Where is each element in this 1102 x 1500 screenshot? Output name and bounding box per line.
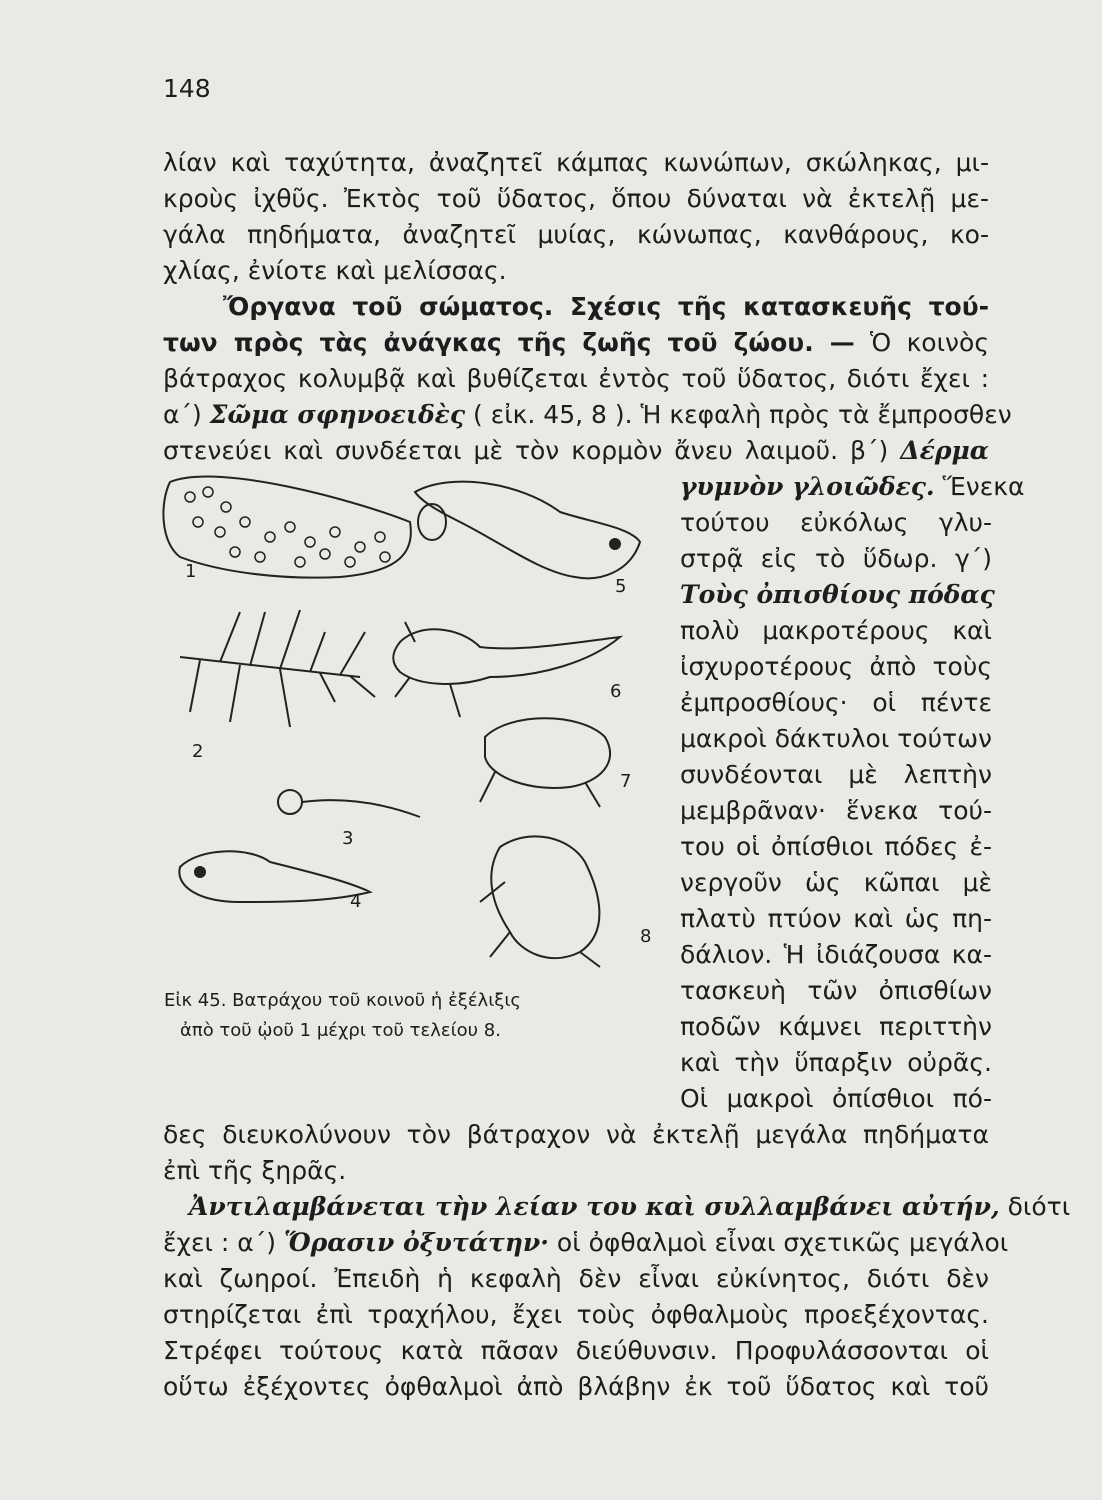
text-line: δάλιον. Ἡ ἰδιάζουσα κα-	[680, 940, 992, 969]
text-line: μακροὶ δάκτυλοι τούτων	[680, 724, 992, 753]
frog-development-figure	[160, 462, 660, 972]
text-line: συνδέονται μὲ λεπτὴν	[680, 760, 992, 789]
emphasis-text: Δέρμα	[900, 436, 989, 465]
text-line: γάλα πηδήματα, ἀναζητεῖ μυίας, κώνωπας, κανθάρους, κο-	[163, 220, 989, 249]
figure-label: 3	[342, 828, 354, 849]
section-heading-cont: των πρὸς τὰς ἀνάγκας τῆς ζωῆς τοῦ ζώου. —	[163, 328, 855, 357]
text-line: στρᾷ εἰς τὸ ὕδωρ. γ΄)	[680, 544, 992, 573]
text-line	[163, 1228, 1009, 1258]
figure-label: 7	[620, 771, 632, 792]
emphasis-text: Ὅρασιν ὀξυτάτην·	[283, 1228, 549, 1257]
emphasis-text: Σῶμα σφηνοειδὲς	[209, 400, 466, 429]
text-line: νεργοῦν ὡς κῶπαι μὲ	[680, 868, 992, 897]
figure-caption: ἀπὸ τοῦ ᾠοῦ 1 μέχρι τοῦ τελείου 8.	[180, 1020, 501, 1041]
text-line: τασκευὴ τῶν ὀπισθίων	[680, 976, 992, 1005]
text-line: τούτου εὐκόλως γλυ-	[680, 508, 992, 537]
text-span: διότι	[999, 1192, 1071, 1221]
figure-label: 6	[610, 681, 622, 702]
figure-label: 2	[192, 741, 204, 762]
text-line: καὶ ζωηροί. Ἐπειδὴ ἡ κεφαλὴ δὲν εἶναι εὐκίνητος, διότι δὲν	[163, 1264, 989, 1293]
text-line: χλίας, ἐνίοτε καὶ μελίσσας.	[163, 256, 507, 285]
text-line: ποδῶν κάμνει περιττὴν	[680, 1012, 992, 1041]
figure-caption: Εἰκ 45. Βατράχου τοῦ κοινοῦ ἡ ἐξέλιξις	[164, 990, 521, 1011]
emphasis-text: Τοὺς ὀπισθίους πόδας	[680, 580, 995, 609]
page-number: 148	[163, 74, 211, 103]
emphasis-text: γυμνὸν γλοιῶδες.	[680, 472, 935, 501]
figure-illustration	[160, 462, 660, 972]
text-line: Στρέφει τούτους κατὰ πᾶσαν διεύθυνσιν. Προφυλάσσονται οἱ	[163, 1336, 989, 1365]
text-span: ἔχει : α΄)	[163, 1228, 284, 1257]
text-line: μεμβρᾶναν· ἕνεκα τού-	[680, 796, 992, 825]
text-span: στενεύει καὶ συνδέεται μὲ τὸν κορμὸν ἄνευ λαιμοῦ. β΄)	[163, 436, 901, 465]
text-span: Ὁ κοινὸς	[854, 328, 989, 357]
text-span: οἱ ὀφθαλμοὶ εἶναι σχετικῶς μεγάλοι	[548, 1228, 1009, 1257]
section-heading: Ὄργανα τοῦ σώματος. Σχέσις τῆς κατασκευῆς τού-	[223, 292, 989, 321]
figure-label: 8	[640, 926, 652, 947]
tadpole-stage-5	[415, 482, 640, 579]
text-line: στηρίζεται ἐπὶ τραχήλου, ἔχει τοὺς ὀφθαλμοὺς προεξέχοντας.	[163, 1300, 989, 1329]
figure-label: 5	[615, 576, 627, 597]
text-line: βάτραχος κολυμβᾷ καὶ βυθίζεται ἐντὸς τοῦ ὕδατος, διότι ἔχει :	[163, 364, 989, 393]
text-line: ἰσχυροτέρους ἀπὸ τοὺς	[680, 652, 992, 681]
adult-frog-stage-8	[491, 836, 599, 958]
water-plant	[180, 657, 360, 677]
figure-label: 4	[350, 891, 362, 912]
text-line: δες διευκολύνουν τὸν βάτραχον νὰ ἐκτελῇ μεγάλα πηδήματα	[163, 1120, 989, 1149]
text-line: ἐμπροσθίους· οἱ πέντε	[680, 688, 992, 717]
text-line	[680, 580, 995, 610]
text-line	[680, 472, 1025, 502]
text-span: α΄)	[163, 400, 210, 429]
froglet-stage-6	[393, 629, 620, 684]
text-line: ἐπὶ τῆς ξηρᾶς.	[163, 1156, 347, 1185]
tadpole-stage-3	[278, 790, 302, 814]
figure-label: 1	[185, 561, 197, 582]
text-line: κροὺς ἰχθῦς. Ἐκτὸς τοῦ ὕδατος, ὅπου δύναται νὰ ἐκτελῇ με-	[163, 184, 989, 213]
text-line	[163, 400, 1012, 430]
text-line: οὕτω ἐξέχοντες ὀφθαλμοὶ ἀπὸ βλάβην ἐκ τοῦ ὕδατος καὶ τοῦ	[163, 1372, 989, 1401]
text-line: Οἱ μακροὶ ὀπίσθιοι πό-	[680, 1084, 992, 1113]
tadpole-stage-4	[179, 851, 370, 902]
text-span: ( εἰκ. 45, 8 ). Ἡ κεφαλὴ πρὸς τὰ ἔμπροσθεν	[465, 400, 1012, 429]
text-span: Ἕνεκα	[934, 472, 1025, 501]
young-frog-stage-7	[485, 718, 610, 788]
emphasis-text: Ἀντιλαμβάνεται τὴν λείαν του καὶ συλλαμβάνει αὐτήν,	[189, 1192, 1000, 1221]
text-line: λίαν καὶ ταχύτητα, ἀναζητεῖ κάμπας κωνώπων, σκώληκας, μι-	[163, 148, 989, 177]
text-line	[163, 1192, 1071, 1222]
text-line: του οἱ ὀπίσθιοι πόδες ἐ-	[680, 832, 992, 861]
text-line: πλατὺ πτύον καὶ ὡς πη-	[680, 904, 992, 933]
text-line	[163, 328, 989, 358]
text-line: πολὺ μακροτέρους καὶ	[680, 616, 992, 645]
text-line: καὶ τὴν ὕπαρξιν οὐρᾶς.	[680, 1048, 992, 1077]
